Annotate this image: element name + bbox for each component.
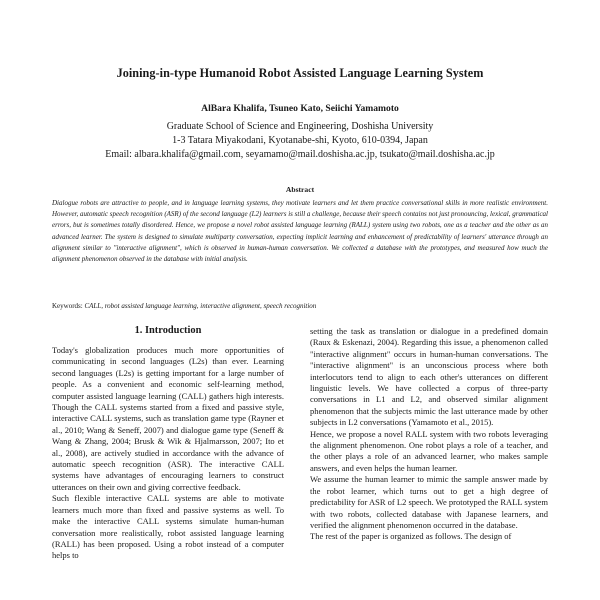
paragraph: We assume the human learner to mimic the sample answer made by the robot learner, which turns out to get a high degree of predictability for ASR of L2 speech. We prototyped the RALL system with two robots, collected database with Japanese learners, and verified the alignment phenomenon occurred in the database. — [310, 474, 548, 530]
keywords-text: CALL, robot assisted language learning, interactive alignment, speech recognition — [84, 302, 317, 310]
affiliation-email: Email: albara.khalifa@gmail.com, seyamamo@mail.doshisha.ac.jp, tsukato@mail.doshisha.ac.jp — [105, 149, 495, 160]
affiliation-line-2: 1-3 Tatara Miyakodani, Kyotanabe-shi, Kyoto, 610-0394, Japan — [172, 135, 428, 146]
affiliation-line-1: Graduate School of Science and Engineering, Doshisha University — [166, 121, 434, 132]
keywords-label: Keywords: — [52, 302, 83, 310]
paragraph: Hence, we propose a novel RALL system with two robots leveraging the alignment phenomenon. One robot plays a role of a teacher, and the other plays a role of an advanced learner, who makes sample answers, and even helps the human learner. — [310, 428, 548, 473]
paragraph: Such flexible interactive CALL systems are able to motivate learners much more than fixed and passive systems as well. To make the interactive CALL systems simulate human-human conversation more realistically, robot assisted language learning (RALL) has been proposed. Using a robot instead of a computer helps to — [52, 493, 284, 561]
section-heading-introduction: 1. Introduction — [134, 325, 202, 336]
author-list: AlBara Khalifa, Tsuneo Kato, Seiichi Yamamoto — [201, 103, 399, 114]
left-column — [52, 345, 284, 562]
paragraph: setting the task as translation or dialogue in a predefined domain (Raux & Eskenazi, 2004). Regarding this issue, a phenomenon called "interactive alignment" occurs in human-human conversations. The "interactive alignment" is an unconscious process where both interlocutors tend to align to each other's utterances on different linguistic levels. We have collected a corpus of three-party conversations in L1 and L2, and observed similar alignment phenomenon that the subjects mimic the last utterance made by other subjects in L2 conversations (Yamamoto et al., 2015). — [310, 326, 548, 428]
right-column — [310, 326, 548, 543]
paper-title: Joining-in-type Humanoid Robot Assisted Language Learning System — [116, 66, 484, 80]
abstract-text: Dialogue robots are attractive to people, and in language learning systems, they motivate learners and let them practice conversational skills in more realistic environment. However, automatic speech recognition (ASR) of the second language (L2) learners is still a challenge, because their speech contains not just pronouncing, lexical, grammatical errors, but is sometimes totally disordered. Hence, we propose a novel robot assisted language learning (RALL) system using two robots, one as a teacher and the other as an advanced learner. The system is designed to simulate multiparty conversation, expecting implicit learning and enhancement of predictability of learners' utterance through an alignment similar to "interactive alignment", which is observed in human-human conversation. We collected a database with the prototypes, and measured how much the alignment phenomenon observed in the database with initial analysis. — [52, 199, 548, 264]
keywords — [52, 301, 548, 311]
paragraph: Today's globalization produces much more opportunities of communicating in second languages (L2s) than ever. Learning second languages (L2s) is getting important for a large number of people. As a convenient and economic self-learning method, computer assisted language learning (CALL) gathers high interests. Though the CALL systems started from a fixed and passive style, interactive CALL systems, such as translation game type (Rayner et al., 2010; Wang & Seneff, 2007) and dialogue game type (Seneff & Wang & Zhang, 2004; Brusk & Wik & Hjalmarsson, 2007; Ito et al., 2008), are actively studied in accordance with the advance of automatic speech recognition (ASR). The interactive CALL systems have advantages of encouraging learners to construct utterances on their own and giving corrective feedback. — [52, 345, 284, 492]
abstract-heading: Abstract — [285, 185, 315, 194]
paragraph: The rest of the paper is organized as follows. The design of — [310, 531, 512, 542]
